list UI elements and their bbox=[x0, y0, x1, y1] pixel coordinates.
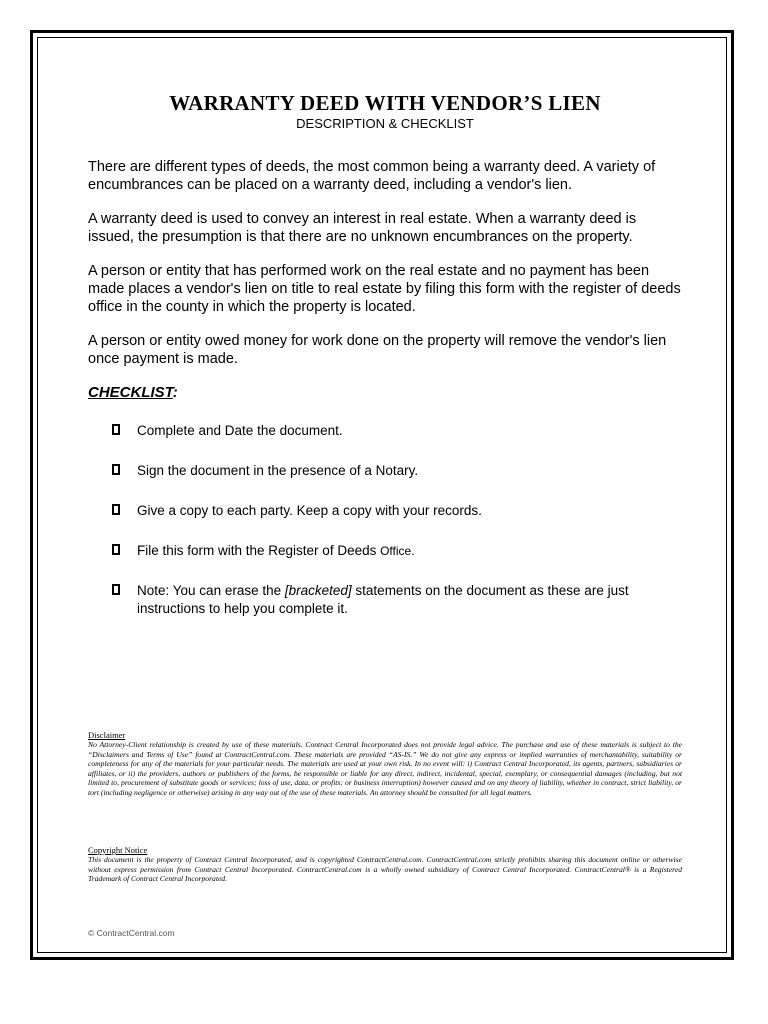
checklist-heading bbox=[88, 384, 682, 402]
checklist-heading-colon: : bbox=[172, 384, 178, 401]
checklist-item-file-form bbox=[112, 542, 682, 560]
paragraph-lien-removal: A person or entity owed money for work done on the property will remove the vendor's lien once payment is made. bbox=[88, 333, 667, 367]
footer-copyright: © ContractCentral.com bbox=[88, 928, 175, 938]
checklist-item-note-start: Note: You can erase the bbox=[137, 583, 285, 598]
checklist-item-label-small: Office. bbox=[380, 544, 415, 558]
copyright-text: This document is the property of Contract Central Incorporated, and is copyrighted ContractCentral.com. ContractCentral.com strictly prohibits sharing this document online or otherwise without express permission from Contract Central Incorporated. ContractCentral.com is a wholly owned subsidiary of Contract Central Incorporated. ContractCentral® is a Registered Trademark of Contract Central Incorporated. bbox=[88, 855, 682, 884]
checkbox-icon[interactable] bbox=[112, 504, 120, 515]
checklist-item-note-bracketed: [bracketed] bbox=[284, 583, 352, 598]
checkbox-icon[interactable] bbox=[112, 584, 120, 595]
document-subtitle: DESCRIPTION & CHECKLIST bbox=[296, 116, 474, 131]
copyright-section bbox=[88, 845, 682, 884]
checkbox-icon[interactable] bbox=[112, 464, 120, 475]
checklist-item-sign-notary bbox=[112, 462, 682, 480]
checklist-heading-label: CHECKLIST bbox=[88, 384, 173, 401]
checklist-item-label: Complete and Date the document. bbox=[137, 423, 343, 438]
paragraph-deed-types: There are different types of deeds, the most common being a warranty deed. A variety of encumbrances can be placed on a warranty deed, including a vendor's lien. bbox=[88, 159, 656, 193]
paragraph-vendors-lien: A person or entity that has performed work on the real estate and no payment has been made places a vendor's lien on title to real estate by filing this form with the register of deeds office in the county in which the property is located. bbox=[88, 263, 681, 315]
checklist-item-complete-date bbox=[112, 422, 682, 440]
checkbox-icon[interactable] bbox=[112, 424, 120, 435]
checkbox-icon[interactable] bbox=[112, 544, 120, 555]
disclaimer-heading: Disclaimer bbox=[88, 730, 126, 740]
document-body bbox=[88, 90, 682, 640]
checklist-item-note-end: statements on the document as these are just instructions to help you complete it. bbox=[137, 583, 629, 616]
document-title: WARRANTY DEED WITH VENDOR’S LIEN bbox=[169, 91, 601, 115]
checklist-item-label: Give a copy to each party. Keep a copy with your records. bbox=[137, 503, 482, 518]
paragraph-warranty-deed: A warranty deed is used to convey an interest in real estate. When a warranty deed is issued, the presumption is that there are no unknown encumbrances on the property. bbox=[88, 211, 637, 245]
copyright-heading: Copyright Notice bbox=[88, 845, 148, 855]
disclaimer-section bbox=[88, 730, 682, 798]
checklist-item-note bbox=[112, 582, 682, 618]
checklist-item-label: File this form with the Register of Deeds bbox=[137, 543, 381, 558]
checklist-item-give-copy bbox=[112, 502, 682, 520]
disclaimer-text: No Attorney-Client relationship is created by use of these materials. Contract Central Incorporated does not provide legal advice. The purchase and use of these materials is subject to the “Disclaimers and Terms of Use” found at ContractCentral.com. These materials are provided “AS-IS.” We do not give any express or implied warranties of merchantability, suitability or completeness for any of the materials for your particular needs. The materials are used at your own risk. In no event will: i) Contract Central Incorporated, its agents, partners, subsidiaries or affiliates, or ii) the providers, authors or publishers of the forms, be responsible or liable for any direct, indirect, incidental, special, exemplary, or consequential damages (including, but not limited to, procurement of substitute goods or services; loss of use, data, or profits; or business interruption) however caused and on any theory of liability, whether in contract, strict liability, or tort (including negligence or otherwise) arising in any way out of the use of these materials. An attorney should be consulted for all legal matters. bbox=[88, 740, 682, 797]
checklist-item-label: Sign the document in the presence of a Notary. bbox=[137, 463, 419, 478]
checklist bbox=[88, 422, 682, 618]
